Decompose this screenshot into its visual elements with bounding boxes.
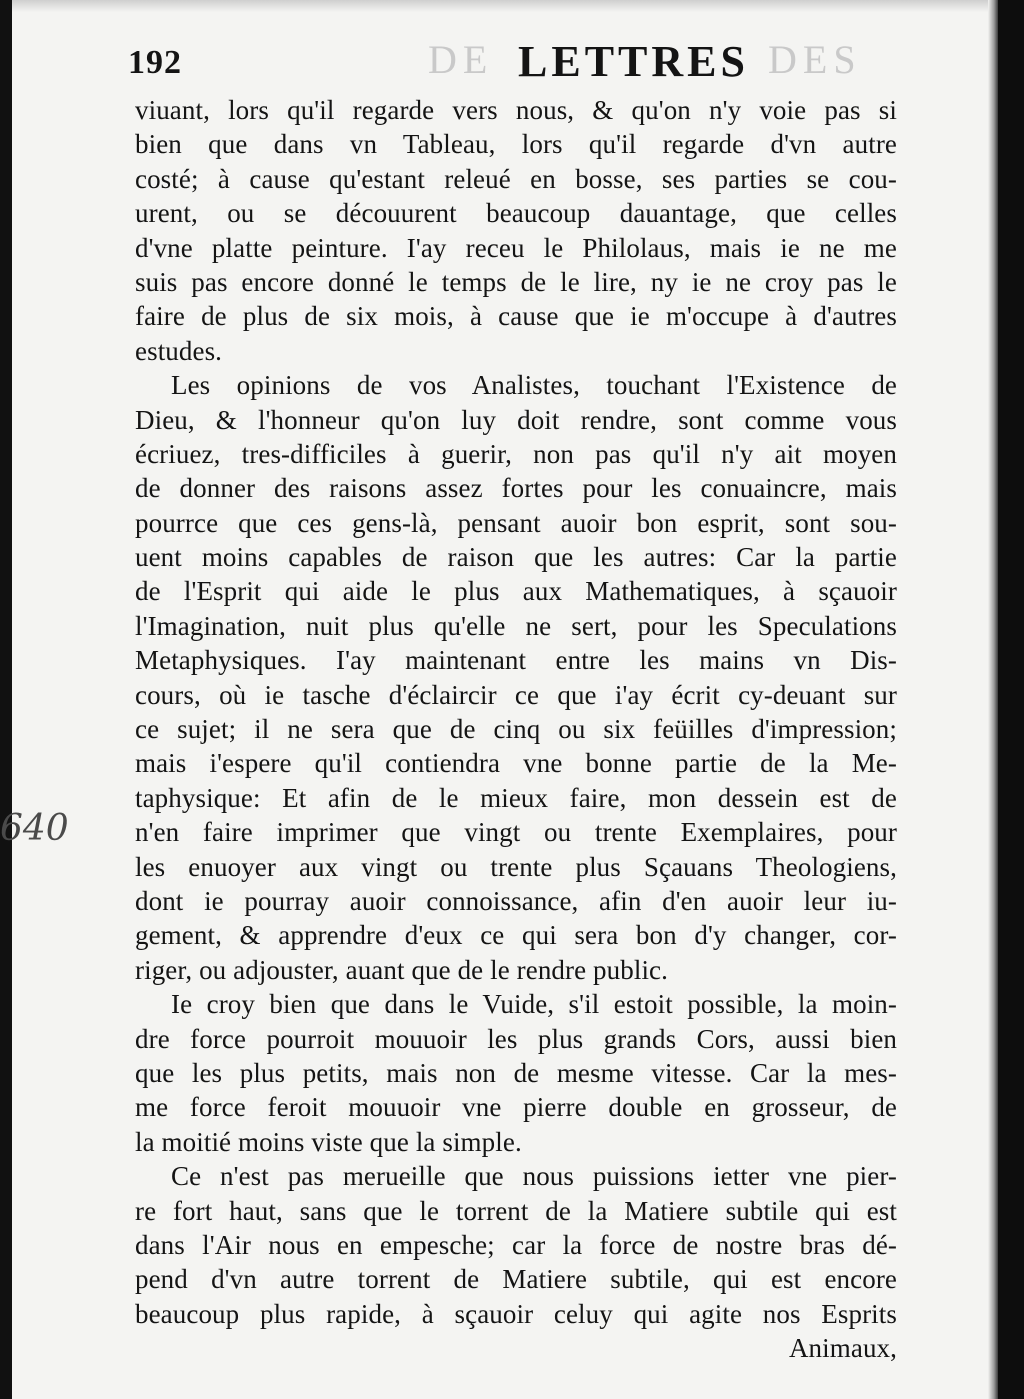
text-line: que les plus petits, mais non de mesme vitesse. Car la mes- bbox=[135, 1057, 897, 1088]
text-line: ce sujet; il ne sera que de cinq ou six feüilles d'impression; bbox=[135, 714, 897, 745]
text-line: Dieu, & l'honneur qu'on luy doit rendre, sont comme vous bbox=[135, 404, 897, 435]
text-line: me force feroit mouuoir vne pierre double en grosseur, de bbox=[135, 1092, 897, 1123]
handwritten-margin-note: 640 bbox=[0, 808, 69, 849]
text-line: urent, ou se découurent beaucoup dauantage, que celles bbox=[135, 198, 897, 229]
text-line: pourrce que ces gens-là, pensant auoir bon esprit, sont sou- bbox=[135, 507, 897, 538]
text-line: taphysique: Et afin de le mieux faire, mon dessein est de bbox=[135, 782, 897, 813]
text-line: Ie croy bien que dans le Vuide, s'il estoit possible, la moin- bbox=[171, 989, 897, 1020]
text-line: pend d'vn autre torrent de Matiere subtile, qui est encore bbox=[135, 1264, 897, 1295]
text-line: d'vne platte peinture. I'ay receu le Philolaus, mais ie ne me bbox=[135, 232, 897, 263]
text-line: mais i'espere qu'il contiendra vne bonne partie de la Me- bbox=[135, 748, 897, 779]
page-number: 192 bbox=[128, 44, 182, 81]
text-line: beaucoup plus rapide, à sçauoir celuy qui agite nos Esprits bbox=[135, 1298, 897, 1329]
text-line: bien que dans vn Tableau, lors qu'il regarde d'vn autre bbox=[135, 129, 897, 160]
text-line: cours, où ie tasche d'éclaircir ce que i'ay écrit cy-deuant sur bbox=[135, 679, 897, 710]
page-header bbox=[128, 36, 898, 96]
body-text bbox=[135, 93, 897, 1365]
text-line: gement, & apprendre d'eux ce qui sera bon d'y changer, cor- bbox=[135, 920, 897, 951]
text-line: riger, ou adjouster, auant que de le rendre public. bbox=[135, 954, 668, 985]
text-line: faire de plus de six mois, à cause que ie m'occupe à d'autres bbox=[135, 301, 897, 332]
text-line: la moitié moins viste que la simple. bbox=[135, 1126, 522, 1157]
text-line: les enuoyer aux vingt ou trente plus Sçauans Theologiens, bbox=[135, 851, 897, 882]
running-title: LETTRES bbox=[518, 37, 749, 86]
text-line: n'en faire imprimer que vingt ou trente Exemplaires, pour bbox=[135, 817, 897, 848]
text-line: Ce n'est pas merueille que nous puissions ietter vne pier- bbox=[171, 1161, 897, 1192]
text-line: dans l'Air nous en empesche; car la force de nostre bras dé- bbox=[135, 1229, 897, 1260]
text-line: écriuez, tres-difficiles à guerir, non pas qu'il n'y ait moyen bbox=[135, 438, 897, 469]
text-line: dre force pourroit mouuoir les plus grands Cors, aussi bien bbox=[135, 1023, 897, 1054]
text-line: Metaphysiques. I'ay maintenant entre les mains vn Dis- bbox=[135, 645, 897, 676]
text-line: l'Imagination, nuit plus qu'elle ne sert, pour les Speculations bbox=[135, 610, 897, 641]
text-line: dont ie pourray auoir connoissance, afin d'en auoir leur iu- bbox=[135, 885, 897, 916]
text-line: estudes. bbox=[135, 335, 223, 366]
text-line: Les opinions de vos Analistes, touchant l'Existence de bbox=[171, 370, 897, 401]
text-line: costé; à cause qu'estant releué en bosse, ses parties se cou- bbox=[135, 163, 897, 194]
text-line: suis pas encore donné le temps de le lire, ny ie ne croy pas le bbox=[135, 266, 897, 297]
text-line: Animaux, bbox=[788, 1333, 897, 1364]
scan-binding-shadow bbox=[988, 0, 998, 1399]
bleed-through-text-right: DES bbox=[768, 37, 862, 82]
text-line: uent moins capables de raison que les autres: Car la partie bbox=[135, 542, 897, 573]
scan-left-border bbox=[0, 0, 12, 1399]
bleed-through-text-left: DE bbox=[428, 37, 494, 82]
text-line: re fort haut, sans que le torrent de la Matiere subtile qui est bbox=[135, 1195, 897, 1226]
text-line: viuant, lors qu'il regarde vers nous, & qu'on n'y voie pas si bbox=[135, 95, 897, 125]
text-line: de donner des raisons assez fortes pour les conuaincre, mais bbox=[135, 473, 897, 504]
scan-top-shadow bbox=[0, 0, 1024, 12]
scan-right-border bbox=[998, 0, 1024, 1399]
text-line: de l'Esprit qui aide le plus aux Mathematiques, à sçauoir bbox=[135, 576, 897, 607]
